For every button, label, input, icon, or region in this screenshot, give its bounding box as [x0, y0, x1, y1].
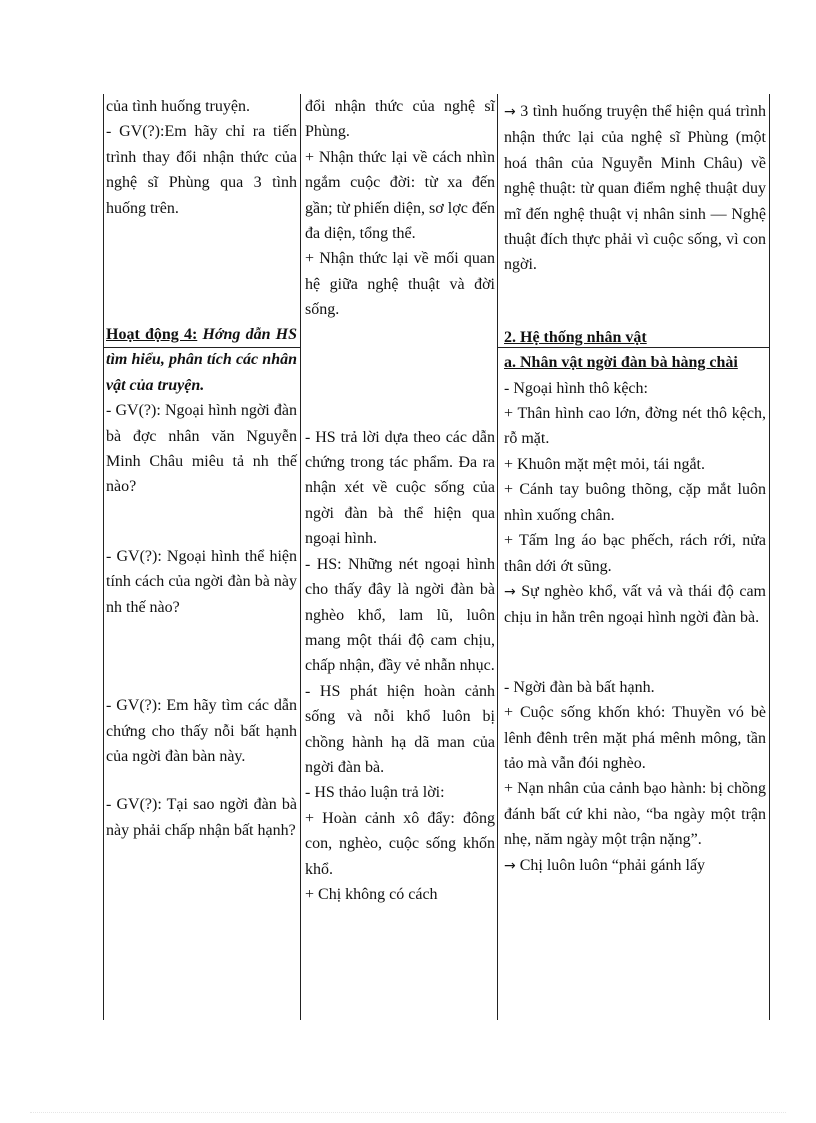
summary-tinh-huong — [504, 99, 766, 278]
answer-bat-hanh: - HS phát hiện hoàn cảnh sống và nỗi khổ luôn bị chồng hành hạ dã man của ngời đàn bà. — [305, 682, 495, 776]
table-border-right — [769, 94, 770, 1020]
activity-4-label: Hoạt động 4: — [106, 326, 198, 344]
col2-line-doi-nhan-thuc: đổi nhận thức của nghệ sĩ Phùng. — [305, 98, 495, 141]
section-heading-he-thong-nhan-vat: 2. Hệ thống nhân vật — [504, 328, 647, 346]
content-su-ngheo-kho-text: Sự nghèo khổ, vất vả và thái độ cam chịu in hằn trên ngoại hình ngời đàn bà. — [504, 582, 767, 627]
summary-tinh-huong-text: 3 tình huống truyện thể hiện quá trình nhận thức lại của nghệ sĩ Phùng (một hoá thân của Nguyễn Minh Châu) về nghệ thuật: từ quan điểm nghệ thuật duy mĩ đến nghệ thuật vị nhân sinh — Nghệ thuật đích thực phải vì cuộc sống, vì con ngời. — [504, 103, 766, 274]
content-column — [504, 94, 766, 879]
content-bat-hanh: - Ngời đàn bà bất hạnh. — [504, 678, 655, 696]
content-bao-hanh: + Nạn nhân của cảnh bạo hành: bị chồng đánh bất cứ khi nào, “ba ngày một trận nhẹ, năm ngày một trận nặng”. — [504, 780, 766, 849]
student-activity-column — [305, 94, 495, 907]
arrow-right-icon: → — [504, 857, 516, 874]
content-su-ngheo-kho — [504, 579, 766, 631]
content-khuon-mat: + Khuôn mặt mệt mỏi, tái ngắt. — [504, 455, 705, 473]
col1-question-tien-trinh: - GV(?):Em hãy chỉ ra tiến trình thay đổi nhận thức của nghệ sĩ Phùng qua 3 tình huống trên. — [106, 123, 297, 217]
question-tinh-cach: - GV(?): Ngoại hình thể hiện tính cách của ngời đàn bà này nh thế nào? — [106, 547, 297, 616]
content-ngoai-hinh: - Ngoại hình thô kệch: — [504, 379, 648, 397]
content-tam-lung: + Tấm lng áo bạc phếch, rách rới, nửa thân dới ớt sũng. — [504, 532, 766, 575]
content-than-hinh: + Thân hình cao lớn, đờng nét thô kệch, rỗ mặt. — [504, 405, 766, 448]
content-canh-tay: + Cánh tay buông thõng, cặp mắt luôn nhìn xuống chân. — [504, 481, 766, 524]
answer-ngoai-hinh: - HS trả lời dựa theo các dẫn chứng trong tác phẩm. Đa ra nhận xét về cuộc sống của ngời đàn bà thể hiện qua ngoại hình. — [305, 428, 495, 548]
answer-khong-co-cach: + Chị không có cách — [305, 885, 438, 903]
table-border-divider-1 — [300, 94, 301, 1020]
col2-nhan-thuc-cach-nhin: + Nhận thức lại về cách nhìn ngắm cuộc đời: từ xa đến gần; từ phiến diện, sơ lợc đến đa diện, tổng thể. — [305, 148, 495, 243]
activity-4-description: Hớng dẫn HS tìm hiểu, phân tích các nhân vật của truyện. — [106, 326, 298, 394]
teacher-activity-column — [106, 94, 297, 843]
question-chap-nhan: - GV(?): Tại sao ngời đàn bà này phải chấp nhận bất hạnh? — [106, 796, 297, 839]
answer-hoan-canh: + Hoàn cảnh xô đẩy: đông con, nghèo, cuộc sống khốn khổ. — [305, 809, 495, 878]
answer-thao-luan: - HS thảo luận trả lời: — [305, 784, 445, 802]
subsection-heading-nguoi-dan-ba: a. Nhân vật ngời đàn bà hàng chài — [504, 354, 738, 372]
table-border-left — [103, 94, 104, 1020]
arrow-right-icon: → — [504, 104, 516, 120]
col2-nhan-thuc-moi-quan-he: + Nhận thức lại về mối quan hệ giữa nghệ thuật và đời sống. — [305, 250, 495, 319]
content-ganh-lay-text: Chị luôn luôn “phải gánh lấy — [519, 856, 706, 874]
question-ngoai-hinh: - GV(?): Ngoại hình ngời đàn bà đợc nhân văn Nguyễn Minh Châu miêu tả nh thế nào? — [106, 402, 297, 496]
answer-tinh-cach: - HS: Những nét ngoại hình cho thấy đây là ngời đàn bà nghèo khổ, lam lũ, luôn mang một thái độ cam chịu, chấp nhận, đầy vẻ nhẫn nhục. — [305, 555, 495, 675]
table-border-divider-2 — [497, 94, 498, 1020]
activity-4-heading — [106, 322, 297, 398]
arrow-right-icon: → — [504, 583, 516, 600]
footer-dotted-rule — [30, 1112, 786, 1113]
content-cuoc-song: + Cuộc sống khốn khó: Thuyền vó bè lênh đênh trên mặt phá mênh mông, tần tảo mà vẫn đói nghèo. — [504, 704, 766, 772]
question-bat-hanh: - GV(?): Em hãy tìm các dẫn chứng cho thấy nỗi bất hạnh của ngời đàn bàn này. — [106, 697, 297, 765]
content-ganh-lay — [504, 853, 766, 879]
col1-line-tinh-huong: của tình huống truyện. — [106, 98, 250, 115]
